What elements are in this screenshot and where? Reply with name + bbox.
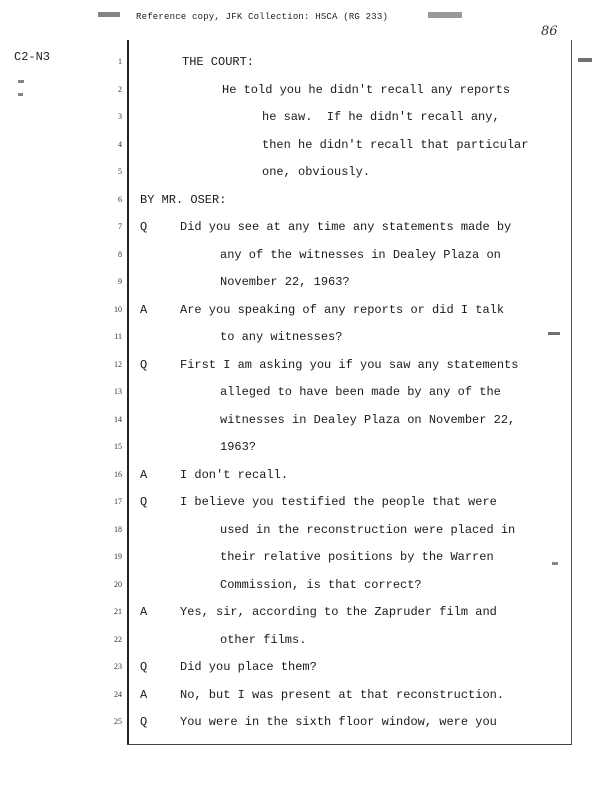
transcript-line: BY MR. OSER: [140,192,227,207]
line-number: 5 [118,167,122,176]
side-label: C2-N3 [14,50,51,64]
line-number: 12 [114,359,122,369]
transcript-line: THE COURT: [182,55,255,69]
line-number: 6 [118,194,122,204]
transcript-line: Did you see at any time any statements made by [180,220,512,234]
line-number: 17 [114,497,122,506]
margin-mark-line-19 [552,562,558,565]
speaker-label: A [140,302,148,317]
transcript-line: one, obviously. [262,165,371,179]
line-number: 4 [118,139,122,149]
stamp-mark-top-left [98,12,120,17]
speaker-label: Q [140,220,148,234]
transcript-margin-line-left [127,40,129,745]
transcript-line: I believe you testified the people that were [180,495,497,509]
transcript-line: First I am asking you if you saw any statements [180,357,519,372]
transcript-line: He told you he didn't recall any reports [222,82,511,97]
speaker-label: Q [140,357,148,372]
line-number: 21 [114,607,122,616]
line-number: 20 [114,579,122,589]
transcript-line: You were in the sixth floor window, were you [180,715,497,729]
transcript-line: No, but I was present at that reconstruction. [180,687,505,702]
line-number: 23 [114,662,122,671]
transcript-line: other films. [220,632,307,647]
line-number: 10 [114,304,122,314]
transcript-line: Did you place them? [180,660,317,674]
line-number: 2 [118,84,122,94]
line-number: 8 [118,249,122,259]
line-number: 16 [114,469,122,479]
line-number: 9 [118,277,122,286]
line-number: 15 [114,442,122,451]
line-number: 11 [114,332,122,341]
transcript-line: their relative positions by the Warren [220,550,494,564]
transcript-line: any of the witnesses in Dealey Plaza on [220,247,501,262]
handwritten-page-number: 86 [541,24,558,39]
speaker-label: Q [140,495,148,509]
line-number: 7 [118,222,122,231]
stamp-mark-top-right [428,12,462,18]
line-number: 19 [114,552,122,561]
transcript-line: Yes, sir, according to the Zapruder film and [180,605,497,619]
line-number: 14 [114,414,122,424]
speaker-label: A [140,605,148,619]
speaker-label: Q [140,715,148,729]
speaker-label: A [140,687,148,702]
transcript-line: 1963? [220,440,257,454]
transcript-line: witnesses in Dealey Plaza on November 22, [220,412,516,427]
transcript-line: then he didn't recall that particular [262,137,529,152]
transcript-line: alleged to have been made by any of the [220,385,501,399]
transcript-line: used in the reconstruction were placed in [220,522,516,537]
line-number: 13 [114,387,122,396]
line-number: 3 [118,112,122,121]
speaker-label: A [140,467,148,482]
line-number: 1 [118,57,122,66]
line-number: 25 [114,717,122,726]
transcript-bottom-line [127,744,572,745]
transcript-margin-line-right [571,40,572,745]
line-number: 24 [114,689,122,699]
margin-mark-right [578,58,592,62]
reference-header: Reference copy, JFK Collection: HSCA (RG 233) [136,12,389,22]
transcript-line: to any witnesses? [220,330,343,344]
line-number: 18 [114,524,122,534]
line-number: 22 [114,634,122,644]
speaker-label: Q [140,660,148,674]
margin-mark-line-11 [548,332,560,335]
margin-mark-left-1 [18,80,24,83]
transcript-line: Commission, is that correct? [220,577,422,592]
transcript-line: he saw. If he didn't recall any, [262,110,500,124]
transcript-line: Are you speaking of any reports or did I talk [180,302,505,317]
transcript-line: I don't recall. [180,467,289,482]
margin-mark-left-2 [18,93,23,96]
transcript-line: November 22, 1963? [220,275,350,289]
